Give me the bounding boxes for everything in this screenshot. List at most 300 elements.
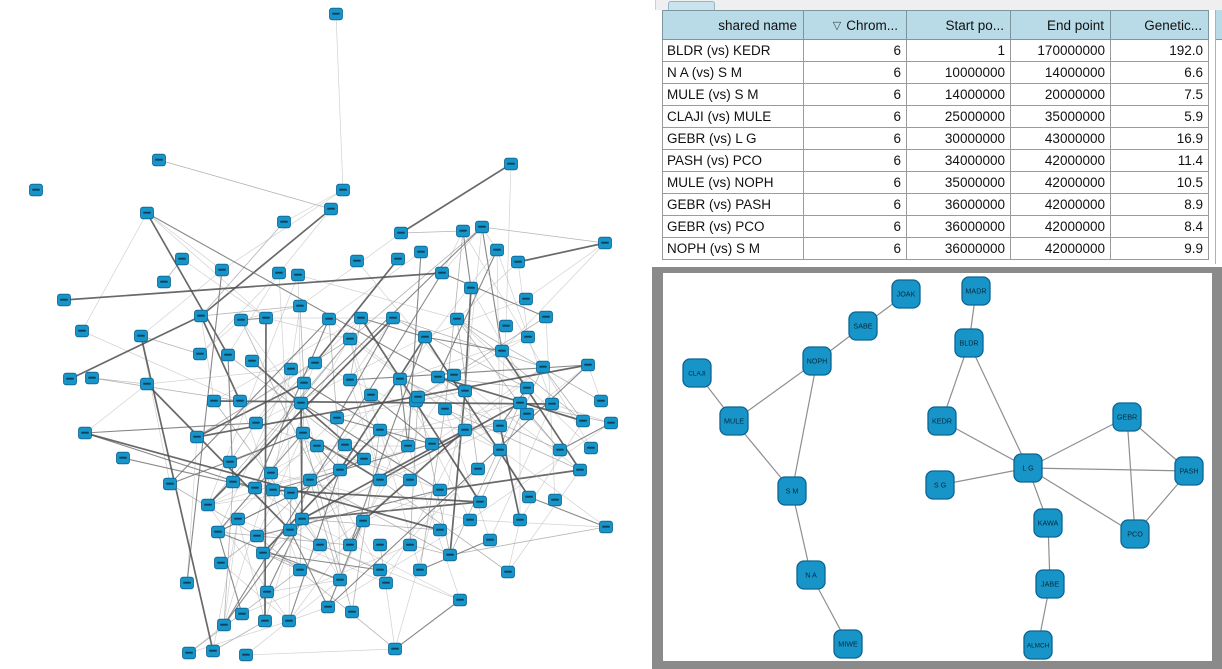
- network-node[interactable]: [521, 408, 534, 420]
- network-node[interactable]: [195, 310, 208, 322]
- network-node[interactable]: [236, 608, 249, 620]
- network-edge: [64, 273, 442, 300]
- network-node[interactable]: [194, 348, 207, 360]
- network-node[interactable]: [374, 474, 387, 486]
- network-edge: [336, 14, 343, 190]
- network-edge: [147, 213, 266, 318]
- network-edge: [438, 377, 583, 421]
- table-row[interactable]: [663, 238, 1209, 260]
- cell-value: 6: [804, 150, 907, 172]
- network-node[interactable]: [459, 385, 472, 397]
- network-node[interactable]: [577, 415, 590, 427]
- network-edge: [82, 213, 147, 331]
- cell-value: 6: [804, 84, 907, 106]
- network-node[interactable]: [181, 577, 194, 589]
- network-node[interactable]: [314, 539, 327, 551]
- cell-value: 36000000: [907, 238, 1011, 260]
- network-node[interactable]: [1014, 454, 1042, 482]
- network-node[interactable]: [599, 237, 612, 249]
- network-node[interactable]: [208, 395, 221, 407]
- network-node[interactable]: [484, 534, 497, 546]
- cell-value: 6: [804, 172, 907, 194]
- network-node[interactable]: [265, 467, 278, 479]
- cell-value: 34000000: [907, 150, 1011, 172]
- network-node[interactable]: [387, 312, 400, 324]
- network-node[interactable]: [1121, 520, 1149, 548]
- network-node[interactable]: [415, 246, 428, 258]
- network-edge: [969, 343, 1028, 468]
- network-node[interactable]: [434, 484, 447, 496]
- network-edge: [246, 649, 395, 655]
- network-node[interactable]: [926, 471, 954, 499]
- network-edge: [401, 231, 463, 233]
- network-node[interactable]: [249, 482, 262, 494]
- network-node[interactable]: [292, 269, 305, 281]
- node-label: CLAJI: [688, 370, 706, 378]
- column-header-label: Chrom...: [846, 17, 898, 33]
- network-node[interactable]: [191, 431, 204, 443]
- cell-value: 35000000: [907, 172, 1011, 194]
- cell-value: 8.9: [1111, 194, 1209, 216]
- network-node[interactable]: [520, 293, 533, 305]
- network-node[interactable]: [176, 253, 189, 265]
- network-node[interactable]: [311, 440, 324, 452]
- cell-value: 10.5: [1111, 172, 1209, 194]
- network-node[interactable]: [494, 444, 507, 456]
- network-node[interactable]: [834, 630, 862, 658]
- cell-value: 192.0: [1111, 40, 1209, 62]
- network-node[interactable]: [323, 313, 336, 325]
- network-node[interactable]: [183, 647, 196, 659]
- network-node[interactable]: [476, 221, 489, 233]
- network-node[interactable]: [30, 184, 43, 196]
- network-node[interactable]: [294, 300, 307, 312]
- network-node[interactable]: [928, 407, 956, 435]
- network-node[interactable]: [331, 412, 344, 424]
- cell-value: 6: [804, 40, 907, 62]
- node-label: GEBR: [1116, 412, 1138, 422]
- network-node[interactable]: [549, 494, 562, 506]
- column-header-sharedname[interactable]: [663, 11, 804, 40]
- network-node[interactable]: [351, 255, 364, 267]
- network-node[interactable]: [1036, 570, 1064, 598]
- column-header-startpo[interactable]: [907, 11, 1011, 40]
- network-node[interactable]: [325, 203, 338, 215]
- network-edge: [329, 252, 421, 319]
- network-node[interactable]: [962, 277, 990, 305]
- network-node[interactable]: [216, 264, 229, 276]
- cell-shared-name: GEBR (vs) L G: [663, 128, 804, 150]
- network-node[interactable]: [474, 496, 487, 508]
- cell-value: 42000000: [1011, 172, 1111, 194]
- table-right-sliver-header: [1216, 10, 1222, 40]
- table-right-sliver: [1215, 10, 1222, 264]
- network-edge: [300, 233, 401, 306]
- network-node[interactable]: [505, 158, 518, 170]
- network-node[interactable]: [79, 427, 92, 439]
- cell-value: 30000000: [907, 128, 1011, 150]
- network-node[interactable]: [1113, 403, 1141, 431]
- network-edge: [482, 227, 605, 243]
- network-node[interactable]: [426, 438, 439, 450]
- column-header-endpoint[interactable]: [1011, 11, 1111, 40]
- network-node[interactable]: [304, 474, 317, 486]
- network-node[interactable]: [202, 499, 215, 511]
- table-row[interactable]: [663, 194, 1209, 216]
- network-node[interactable]: [500, 320, 513, 332]
- cell-value: 20000000: [1011, 84, 1111, 106]
- node-label: PASH: [1179, 466, 1199, 476]
- node-label: PCO: [1127, 529, 1143, 539]
- column-header-label: shared name: [718, 17, 797, 33]
- network-edge: [141, 336, 200, 354]
- network-node[interactable]: [374, 564, 387, 576]
- table-row[interactable]: [663, 172, 1209, 194]
- node-label: MADR: [965, 286, 987, 296]
- node-label: NOPH: [806, 356, 828, 366]
- network-node[interactable]: [337, 184, 350, 196]
- network-node[interactable]: [778, 477, 806, 505]
- network-node[interactable]: [554, 444, 567, 456]
- network-edge: [450, 391, 465, 555]
- network-node[interactable]: [344, 374, 357, 386]
- network-node[interactable]: [295, 397, 308, 409]
- network-node[interactable]: [76, 325, 89, 337]
- network-node[interactable]: [454, 594, 467, 606]
- network-node[interactable]: [494, 420, 507, 432]
- network-edge: [425, 337, 502, 351]
- cell-value: 9.9: [1111, 238, 1209, 260]
- network-node[interactable]: [892, 280, 920, 308]
- edge-layer: [697, 291, 1189, 645]
- network-node[interactable]: [212, 526, 225, 538]
- network-node[interactable]: [523, 491, 536, 503]
- cell-value: 6: [804, 238, 907, 260]
- network-node[interactable]: [322, 601, 335, 613]
- overlap-network-svg[interactable]: [663, 273, 1212, 661]
- cell-value: 10000000: [907, 62, 1011, 84]
- network-node[interactable]: [232, 513, 245, 525]
- node-label: SABE: [853, 321, 873, 331]
- table-row[interactable]: [663, 150, 1209, 172]
- network-node[interactable]: [374, 539, 387, 551]
- network-node[interactable]: [246, 355, 259, 367]
- network-node[interactable]: [395, 227, 408, 239]
- network-node[interactable]: [457, 225, 470, 237]
- network-node[interactable]: [222, 349, 235, 361]
- node-label: JABE: [1041, 579, 1059, 589]
- network-edge: [792, 361, 817, 491]
- network-edge: [395, 600, 460, 649]
- network-node[interactable]: [404, 474, 417, 486]
- network-node[interactable]: [434, 524, 447, 536]
- network-node[interactable]: [141, 207, 154, 219]
- network-node[interactable]: [234, 395, 247, 407]
- network-edge: [328, 521, 363, 607]
- network-node[interactable]: [285, 487, 298, 499]
- network-node[interactable]: [522, 331, 535, 343]
- cell-value: 14000000: [1011, 62, 1111, 84]
- overlap-network-canvas[interactable]: [663, 273, 1212, 661]
- network-node[interactable]: [374, 424, 387, 436]
- network-node[interactable]: [344, 539, 357, 551]
- network-node[interactable]: [273, 267, 286, 279]
- table-row[interactable]: [663, 106, 1209, 128]
- network-node[interactable]: [582, 359, 595, 371]
- network-node[interactable]: [491, 244, 504, 256]
- network-edge: [214, 318, 361, 401]
- cell-value: 42000000: [1011, 216, 1111, 238]
- network-edge: [380, 426, 500, 430]
- network-node[interactable]: [439, 403, 452, 415]
- network-node[interactable]: [250, 417, 263, 429]
- cell-value: 6.6: [1111, 62, 1209, 84]
- cell-shared-name: GEBR (vs) PCO: [663, 216, 804, 238]
- cell-value: 6: [804, 128, 907, 150]
- network-edge: [70, 316, 201, 379]
- cell-value: 6: [804, 194, 907, 216]
- table-row[interactable]: [663, 84, 1209, 106]
- network-node[interactable]: [459, 424, 472, 436]
- cell-shared-name: MULE (vs) NOPH: [663, 172, 804, 194]
- network-node[interactable]: [465, 282, 478, 294]
- network-node[interactable]: [414, 564, 427, 576]
- node-label: MULE: [724, 416, 744, 426]
- network-node[interactable]: [117, 452, 130, 464]
- network-edge: [159, 160, 331, 209]
- network-node[interactable]: [164, 478, 177, 490]
- network-node[interactable]: [86, 372, 99, 384]
- network-node[interactable]: [261, 586, 274, 598]
- network-node[interactable]: [259, 615, 272, 627]
- network-node[interactable]: [355, 312, 368, 324]
- cell-value: 42000000: [1011, 194, 1111, 216]
- column-header-label: Genetic...: [1144, 17, 1202, 33]
- network-node[interactable]: [334, 574, 347, 586]
- network-node[interactable]: [448, 369, 461, 381]
- network-node[interactable]: [64, 373, 77, 385]
- network-node[interactable]: [235, 314, 248, 326]
- table-row[interactable]: [663, 40, 1209, 62]
- network-node[interactable]: [298, 377, 311, 389]
- network-node[interactable]: [334, 464, 347, 476]
- network-edge: [189, 621, 289, 653]
- network-edge: [1028, 468, 1189, 471]
- network-edge: [529, 497, 606, 527]
- node-label: KEDR: [932, 416, 952, 426]
- network-node[interactable]: [585, 442, 598, 454]
- network-node[interactable]: [683, 359, 711, 387]
- cell-value: 6: [804, 62, 907, 84]
- cell-value: 5.9: [1111, 106, 1209, 128]
- network-edge: [82, 331, 240, 401]
- network-node[interactable]: [267, 484, 280, 496]
- column-header-label: Start po...: [945, 17, 1004, 33]
- cell-value: 36000000: [907, 194, 1011, 216]
- cell-shared-name: NOPH (vs) S M: [663, 238, 804, 260]
- cell-shared-name: GEBR (vs) PASH: [663, 194, 804, 216]
- cell-value: 6: [804, 216, 907, 238]
- node-label: S M: [785, 486, 799, 496]
- node-label: L G: [1022, 463, 1034, 473]
- network-node[interactable]: [451, 313, 464, 325]
- table-row[interactable]: [663, 128, 1209, 150]
- network-node[interactable]: [240, 649, 253, 661]
- network-node[interactable]: [141, 378, 154, 390]
- network-node[interactable]: [158, 276, 171, 288]
- network-node[interactable]: [595, 395, 608, 407]
- network-node[interactable]: [496, 345, 509, 357]
- column-header-label: End point: [1046, 17, 1104, 33]
- network-edge: [201, 209, 331, 316]
- cell-value: 14000000: [907, 84, 1011, 106]
- network-node[interactable]: [257, 547, 270, 559]
- table-row[interactable]: [663, 62, 1209, 84]
- cell-value: 42000000: [1011, 150, 1111, 172]
- network-node[interactable]: [419, 331, 432, 343]
- network-node[interactable]: [215, 557, 228, 569]
- node-label: S G: [933, 480, 947, 490]
- table-toolbar-strip: [655, 0, 1222, 10]
- network-node[interactable]: [1024, 631, 1052, 659]
- node-label: ALMCH: [1026, 642, 1050, 650]
- network-node[interactable]: [153, 154, 166, 166]
- network-edge: [85, 384, 147, 433]
- network-node[interactable]: [605, 417, 618, 429]
- network-node[interactable]: [502, 566, 515, 578]
- network-node[interactable]: [803, 347, 831, 375]
- node-label: MIWE: [838, 639, 858, 649]
- network-edge: [1127, 417, 1135, 534]
- column-header-chrom[interactable]: [804, 11, 907, 40]
- node-label: JOAK: [896, 289, 916, 299]
- network-edge: [266, 318, 350, 339]
- network-node[interactable]: [720, 407, 748, 435]
- cell-value: 7.5: [1111, 84, 1209, 106]
- cell-value: 6: [804, 106, 907, 128]
- network-node[interactable]: [521, 382, 534, 394]
- cell-shared-name: CLAJI (vs) MULE: [663, 106, 804, 128]
- cell-value: 25000000: [907, 106, 1011, 128]
- column-header-genetic[interactable]: [1111, 11, 1209, 40]
- network-node[interactable]: [339, 439, 352, 451]
- network-edge: [508, 520, 520, 572]
- network-edge: [500, 426, 520, 520]
- network-node[interactable]: [444, 549, 457, 561]
- network-node[interactable]: [357, 515, 370, 527]
- network-node[interactable]: [365, 389, 378, 401]
- network-node[interactable]: [514, 397, 527, 409]
- network-node[interactable]: [472, 463, 485, 475]
- network-edge: [450, 388, 527, 555]
- network-edge: [470, 520, 606, 527]
- network-node[interactable]: [135, 330, 148, 342]
- table-row[interactable]: [663, 216, 1209, 238]
- network-node[interactable]: [797, 561, 825, 589]
- network-node[interactable]: [1034, 509, 1062, 537]
- network-edge: [350, 365, 588, 380]
- network-edge: [301, 403, 302, 519]
- network-node[interactable]: [546, 398, 559, 410]
- network-node[interactable]: [464, 514, 477, 526]
- attribute-table: [662, 10, 1208, 264]
- network-node[interactable]: [412, 391, 425, 403]
- network-node[interactable]: [227, 476, 240, 488]
- network-node[interactable]: [296, 513, 309, 525]
- overlap-network-panel: [652, 267, 1222, 669]
- network-node[interactable]: [218, 619, 231, 631]
- cell-shared-name: PASH (vs) PCO: [663, 150, 804, 172]
- cell-value: 35000000: [1011, 106, 1111, 128]
- table-header-row: [663, 11, 1209, 40]
- cell-shared-name: BLDR (vs) KEDR: [663, 40, 804, 62]
- network-edge: [222, 190, 343, 270]
- network-node[interactable]: [285, 363, 298, 375]
- network-node[interactable]: [849, 312, 877, 340]
- network-node[interactable]: [404, 539, 417, 551]
- network-node[interactable]: [207, 645, 220, 657]
- network-node[interactable]: [251, 530, 264, 542]
- network-node[interactable]: [284, 524, 297, 536]
- network-node[interactable]: [436, 267, 449, 279]
- filter-icon[interactable]: ▽: [832, 19, 842, 32]
- cell-value: 8.4: [1111, 216, 1209, 238]
- network-node[interactable]: [309, 357, 322, 369]
- cell-value: 11.4: [1111, 150, 1209, 172]
- network-node[interactable]: [392, 253, 405, 265]
- node-label: BLDR: [959, 338, 979, 348]
- network-node[interactable]: [358, 453, 371, 465]
- cell-value: 43000000: [1011, 128, 1111, 150]
- network-node[interactable]: [346, 606, 359, 618]
- network-node[interactable]: [512, 256, 525, 268]
- network-node[interactable]: [224, 456, 237, 468]
- network-node[interactable]: [330, 8, 343, 20]
- network-edge: [450, 527, 606, 555]
- network-node[interactable]: [294, 564, 307, 576]
- node-label: KAWA: [1037, 518, 1059, 528]
- network-node[interactable]: [574, 464, 587, 476]
- network-node[interactable]: [432, 371, 445, 383]
- network-node[interactable]: [389, 643, 402, 655]
- cell-shared-name: N A (vs) S M: [663, 62, 804, 84]
- network-node[interactable]: [537, 361, 550, 373]
- network-node[interactable]: [297, 427, 310, 439]
- network-node[interactable]: [394, 373, 407, 385]
- network-node[interactable]: [58, 294, 71, 306]
- network-node[interactable]: [955, 329, 983, 357]
- node-label: N A: [805, 570, 817, 580]
- network-node[interactable]: [540, 311, 553, 323]
- cell-value: 170000000: [1011, 40, 1111, 62]
- network-node[interactable]: [600, 521, 613, 533]
- network-node[interactable]: [402, 440, 415, 452]
- cell-value: 1: [907, 40, 1011, 62]
- cell-value: 42000000: [1011, 238, 1111, 260]
- network-node[interactable]: [344, 333, 357, 345]
- cell-value: 36000000: [907, 216, 1011, 238]
- network-node[interactable]: [380, 577, 393, 589]
- network-node[interactable]: [278, 216, 291, 228]
- network-node[interactable]: [283, 615, 296, 627]
- network-edge: [208, 446, 317, 505]
- network-edge: [401, 164, 511, 233]
- network-node[interactable]: [260, 312, 273, 324]
- network-node[interactable]: [1175, 457, 1203, 485]
- cell-shared-name: MULE (vs) S M: [663, 84, 804, 106]
- network-node[interactable]: [514, 514, 527, 526]
- table-panel: [655, 0, 1222, 264]
